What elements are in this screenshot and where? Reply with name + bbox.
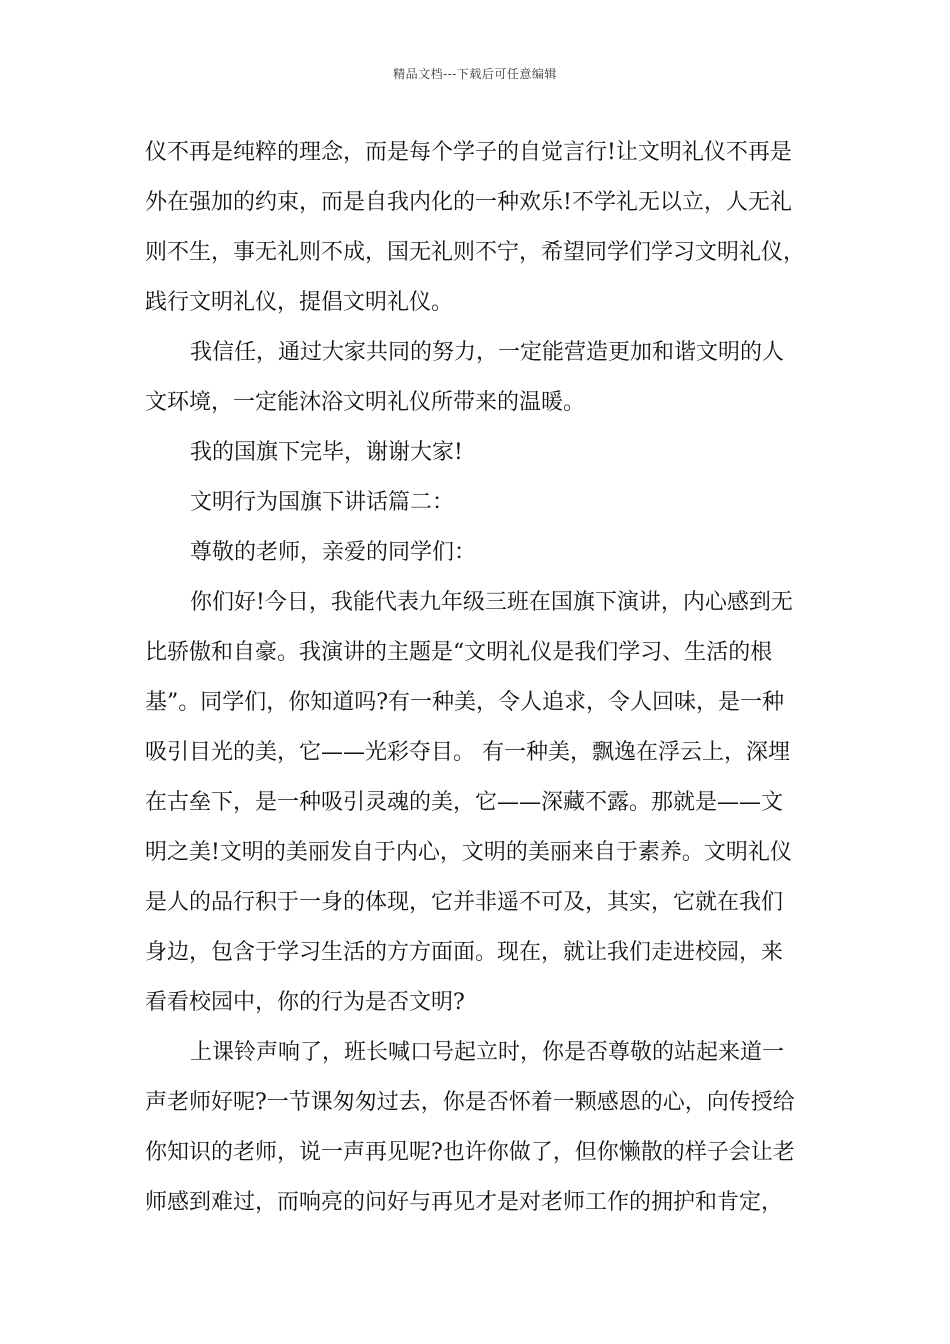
text-line: 吸引目光的美，它——光彩夺目。 有一种美，飘逸在浮云上，深埋 [145,740,790,765]
text-line: 则不生，事无礼则不成，国无礼则不宁，希望同学们学习文明礼仪， [145,240,806,265]
text-line: 我的国旗下完毕，谢谢大家! [190,440,463,465]
page-header: 精品文档---下载后可任意编辑 [393,67,557,81]
text-line: 践行文明礼仪，提倡文明礼仪。 [145,290,454,315]
text-line: 仪不再是纯粹的理念，而是每个学子的自觉言行!让文明礼仪不再是 [145,140,792,165]
text-line: 上课铃声响了，班长喊口号起立时，你是否尊敬的站起来道一 [190,1040,785,1065]
text-line: 文环境，一定能沐浴文明礼仪所带来的温暖。 [145,390,586,415]
text-line: 你们好!今日，我能代表九年级三班在国旗下演讲，内心感到无 [190,590,793,615]
text-line: 比骄傲和自豪。我演讲的主题是“文明礼仪是我们学习、生活的根 [145,640,773,665]
document-body [145,128,825,1228]
salutation: 尊敬的老师，亲爱的同学们： [190,540,477,565]
text-line: 外在强加的约束，而是自我内化的一种欢乐!不学礼无以立，人无礼 [145,190,792,215]
text-line: 我信任，通过大家共同的努力，一定能营造更加和谐文明的人 [190,340,785,365]
text-line: 师感到难过，而响亮的问好与再见才是对老师工作的拥护和肯定， [145,1190,784,1215]
text-line: 在古垒下，是一种吸引灵魂的美，它——深藏不露。那就是——文 [145,790,784,815]
text-line: 是人的品行积于一身的体现，它并非遥不可及，其实，它就在我们 [145,890,784,915]
text-line: 看看校园中，你的行为是否文明? [145,990,465,1015]
text-line: 基”。同学们，你知道吗?有一种美，令人追求，令人回味，是一种 [145,690,785,715]
text-line: 你知识的老师，说一声再见呢?也许你做了，但你懒散的样子会让老 [145,1140,795,1165]
section-heading: 文明行为国旗下讲话篇二： [190,490,455,515]
text-line: 明之美!文明的美丽发自于内心，文明的美丽来自于素养。文明礼仪 [145,840,792,865]
text-line: 声老师好呢?一节课匆匆过去，你是否怀着一颗感恩的心，向传授给 [145,1090,795,1115]
text-line: 身边，包含于学习生活的方方面面。现在，就让我们走进校园，来 [145,940,784,965]
